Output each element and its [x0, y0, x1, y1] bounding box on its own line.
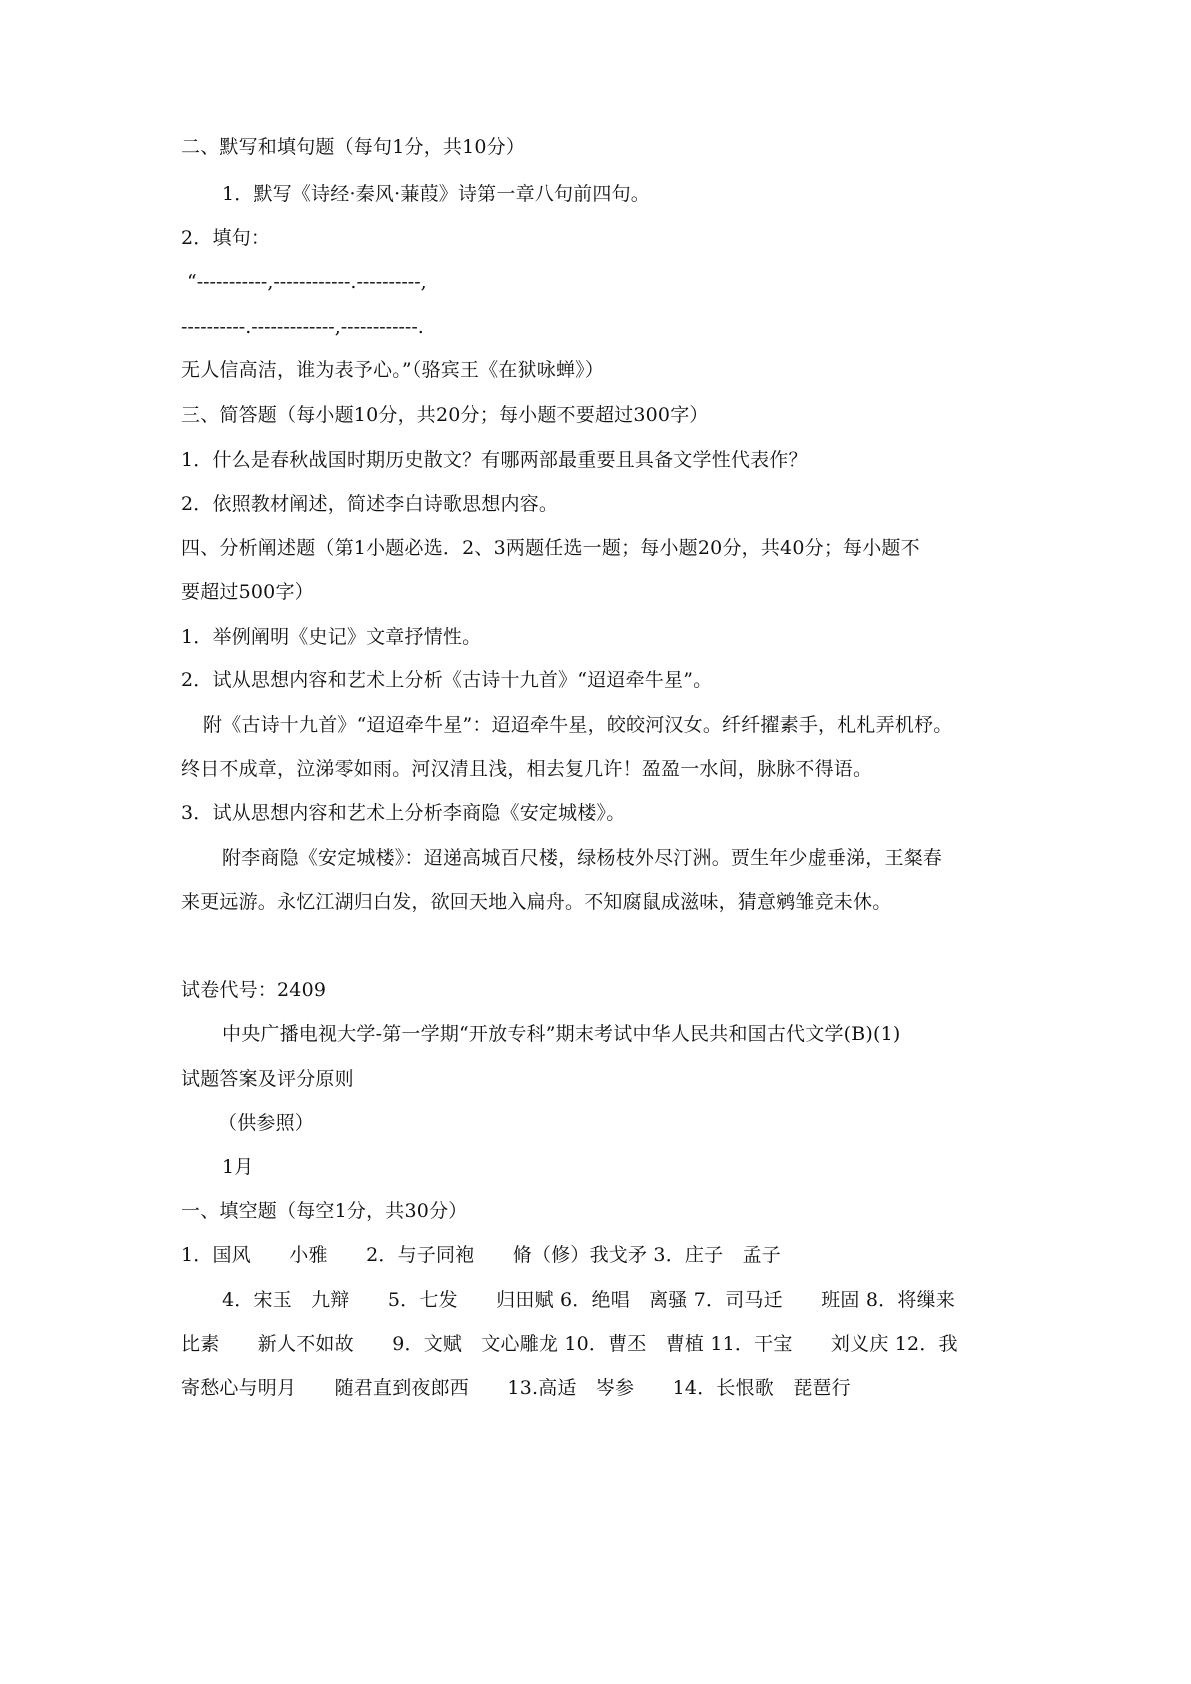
fill-blank-line-2: ----------.-------------,------------. [181, 316, 424, 338]
answer-section-one-heading: 一、填空题（每空1分，共30分） [181, 1200, 468, 1222]
fill-blank-line-1: “-----------,------------.----------, [187, 271, 427, 293]
answer-title-cont: 试题答案及评分原则 [181, 1068, 354, 1090]
poem-appendix-1-cont: 终日不成章，泣涕零如雨。河汉清且浅，相去复几许！盈盈一水间，脉脉不得语。 [181, 758, 873, 780]
section-three-heading: 三、简答题（每小题10分，共20分；每小题不要超过300字） [181, 404, 709, 426]
question-4-3: 3．试从思想内容和艺术上分析李商隐《安定城楼》。 [181, 802, 626, 824]
poem-appendix-2: 附李商隐《安定城楼》：迢递高城百尺楼，绿杨枝外尽汀洲。贾生年少虚垂涕，王粲春 [222, 847, 943, 869]
section-four-heading-cont: 要超过500字） [181, 581, 314, 603]
question-2-1: 1．默写《诗经·秦风·蒹葭》诗第一章八句前四句。 [222, 183, 650, 205]
answer-line-3: 比素 新人不如故 9．文赋 文心雕龙 10．曹丕 曹植 11．干宝 刘义庆 12．我 [181, 1333, 958, 1355]
section-two-heading: 二、默写和填句题（每句1分，共10分） [181, 136, 526, 158]
answer-line-4: 寄愁心与明月 随君直到夜郎西 13.高适 岑参 14．长恨歌 琵琶行 [181, 1377, 851, 1399]
answer-title: 中央广播电视大学-第一学期“开放专科”期末考试中华人民共和国古代文学(B)(1) [222, 1023, 901, 1045]
question-3-1: 1．什么是春秋战国时期历史散文？有哪两部最重要且具备文学性代表作？ [181, 449, 808, 471]
fill-blank-line-3: 无人信高洁，谁为表予心。”（骆宾王《在狱咏蝉》） [181, 359, 605, 381]
answer-line-1: 1．国风 小雅 2．与子同袍 脩（修）我戈矛 3．庄子 孟子 [181, 1244, 781, 1266]
question-2-2: 2．填句： [181, 227, 271, 249]
for-reference-note: （供参照） [218, 1112, 315, 1134]
section-four-heading: 四、分析阐述题（第1小题必选．2、3两题任选一题；每小题20分，共40分；每小题不 [181, 537, 920, 559]
question-4-1: 1．举例阐明《史记》文章抒情性。 [181, 626, 482, 648]
poem-appendix-1: 附《古诗十九首》“迢迢牵牛星”：迢迢牵牛星，皎皎河汉女。纤纤擢素手，札札弄机杼。 [203, 714, 953, 736]
question-3-2: 2．依照教材阐述，简述李白诗歌思想内容。 [181, 493, 559, 515]
question-4-2: 2．试从思想内容和艺术上分析《古诗十九首》“迢迢牵牛星”。 [181, 669, 713, 691]
poem-appendix-2-cont: 来更远游。永忆江湖归白发，欲回天地入扁舟。不知腐鼠成滋味，猜意鹓雏竞未休。 [181, 891, 892, 913]
exam-month: 1月 [222, 1156, 254, 1178]
answer-line-2: 4．宋玉 九辩 5．七发 归田赋 6．绝唱 离骚 7．司马迁 班固 8．将缫来 [222, 1289, 955, 1311]
exam-code: 试卷代号：2409 [181, 979, 327, 1001]
